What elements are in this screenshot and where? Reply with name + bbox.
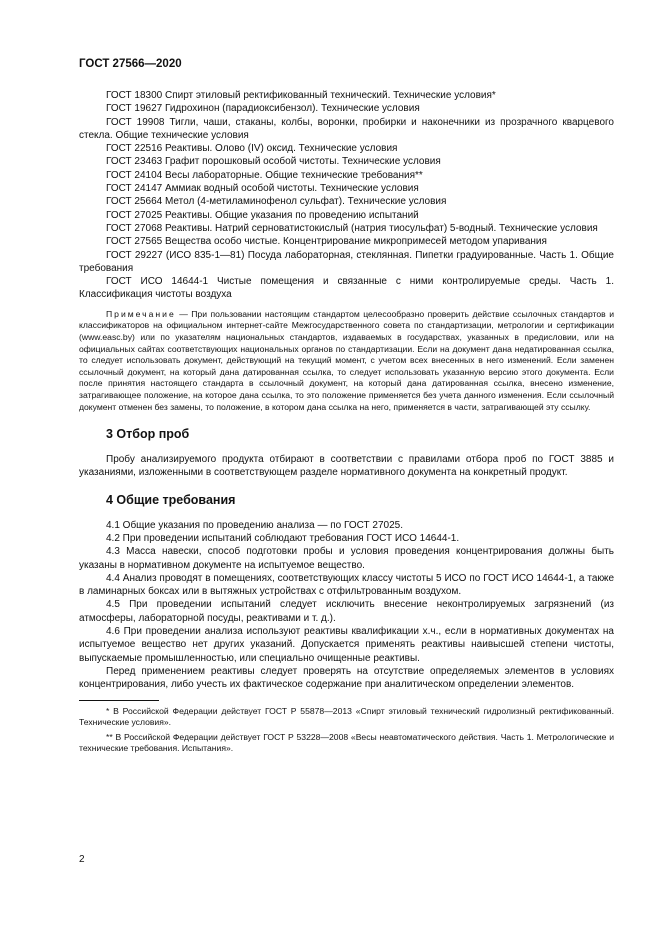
note-label: Примечание (106, 308, 176, 319)
section-4-paragraph: 4.2 При проведении испытаний соблюдают требования ГОСТ ИСО 14644-1. (106, 532, 460, 544)
section-4-paragraph: 4.4 Анализ проводят в помещениях, соответствующих классу чистоты 5 ИСО по ГОСТ ИСО 14644-1, а также в ламинарных боксах или в вытяжных устройствах с отфильтрованным воздухом. (79, 572, 614, 598)
reference-item: ГОСТ ИСО 14644-1 Чистые помещения и связанные с ними контролируемые среды. Часть 1. Классификация чистоты воздуха (79, 276, 614, 301)
footnote: * В Российской Федерации действует ГОСТ Р 55878—2013 «Спирт этиловый технический гидролизный ректификованный. Технические условия». (79, 705, 614, 728)
reference-item: ГОСТ 27565 Вещества особо чистые. Концентрирование микропримесей методом упаривания (106, 236, 547, 248)
section-3 (79, 427, 614, 480)
section-3-text: Пробу анализируемого продукта отбирают в соответствии с правилами отбора проб по ГОСТ 3885 и указаниями, изложенными в соответствующем разделе нормативного документа на конкретный продукт. (79, 454, 614, 479)
footnote: ** В Российской Федерации действует ГОСТ Р 53228—2008 «Весы неавтоматического действия. Часть 1. Метрологические и технические требования. Испытания». (79, 731, 614, 754)
section-4-paragraph: 4.1 Общие указания по проведению анализа — по ГОСТ 27025. (106, 519, 403, 531)
document-body (79, 89, 614, 755)
reference-item: ГОСТ 19627 Гидрохинон (парадиоксибензол). Технические условия (106, 103, 420, 115)
reference-item: ГОСТ 27025 Реактивы. Общие указания по проведению испытаний (106, 209, 419, 221)
reference-item: ГОСТ 24147 Аммиак водный особой чистоты. Технические условия (106, 183, 419, 195)
footnote-divider (79, 700, 159, 701)
note-text: — При пользовании настоящим стандартом целесообразно проверить действие ссылочных стандартов и классификаторов на официальном интернет-сайте Межгосударственного совета по стандартизации, метрологии и сертификации (www.easc.by) или по указателям национальных стандартов, издаваемых в государствах, указанных в предисловии, или на официальных сайтах соответствующих национальных органов по стандартизации. Если на документ дана недатированная ссылка, то следует использовать документ, действующий на текущий момент, с учетом всех внесенных в него изменений. Если заменен ссылочный документ, на который дана датированная ссылка, то следует использовать указанную версию этого документа. Если после принятия настоящего стандарта в ссылочный документ, на который дана датированная ссылка, внесено изменение, затрагивающее положение, на которое дана ссылка, то это положение применяется без учета данного изменения. Если ссылочный документ отменен без замены, то положение, в котором дана ссылка на него, применяется в части, затрагивающей эту ссылку. (79, 308, 614, 412)
page-number: 2 (79, 854, 85, 865)
section-4-paragraph: 4.3 Масса навески, способ подготовки пробы и условия проведения концентрирования должны быть указаны в нормативном документе на испытуемое вещество. (79, 546, 614, 571)
reference-item: ГОСТ 29227 (ИСО 835-1—81) Посуда лабораторная, стеклянная. Пипетки градуированные. Часть 1. Общие требования (79, 249, 614, 274)
reference-item: ГОСТ 24104 Весы лабораторные. Общие технические требования** (106, 169, 423, 181)
references-list (79, 89, 614, 302)
section-4 (79, 493, 614, 692)
reference-item: ГОСТ 22516 Реактивы. Олово (IV) оксид. Технические условия (106, 143, 398, 155)
section-4-title: 4 Общие требования (106, 492, 236, 507)
document-header: ГОСТ 27566—2020 (79, 58, 182, 70)
section-4-paragraph: 4.5 При проведении испытаний следует исключить внесение неконтролируемых загрязнений (из атмосферы, лабораторной посуды, реактивами и т. д.). (79, 599, 614, 624)
reference-item: ГОСТ 19908 Тигли, чаши, стаканы, колбы, воронки, пробирки и наконечники из прозрачного кварцевого стекла. Общие технические условия (79, 116, 614, 141)
section-4-paragraph: 4.6 При проведении анализа используют реактивы квалификации х.ч., если в нормативных документах на испытуемое вещество нет других указаний. Допускается применять реактивы наивысшей степени чистоты, выпускаемые промышленностью, или специально очищенные реактивы. (79, 626, 614, 664)
reference-item: ГОСТ 23463 Графит порошковый особой чистоты. Технические условия (106, 156, 441, 168)
note-paragraph (79, 309, 614, 413)
reference-item: ГОСТ 25664 Метол (4-метиламинофенол сульфат). Технические условия (106, 196, 447, 208)
section-3-title: 3 Отбор проб (106, 427, 190, 442)
section-4-paragraph: Перед применением реактивы следует проверять на отсутствие определяемых элементов в условиях концентрирования, либо учесть их фактическое содержание при аналитическом определении элементов. (79, 665, 614, 691)
reference-item: ГОСТ 18300 Спирт этиловый ректификованный технический. Технические условия* (106, 90, 496, 101)
reference-item: ГОСТ 27068 Реактивы. Натрий серноватистокислый (натрия тиосульфат) 5-водный. Технические условия (106, 222, 598, 234)
